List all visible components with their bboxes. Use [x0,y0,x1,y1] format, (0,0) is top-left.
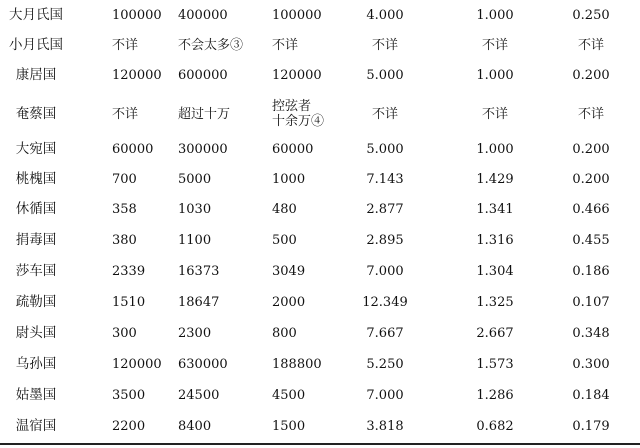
households-cell: 380 [112,232,137,248]
country-name-cell: 康居国 [15,66,57,83]
soldiers-cell: 4500 [272,387,306,403]
households-cell: 不详 [112,106,139,122]
ratio-cell-2: 1.341 [476,201,514,217]
ratio-cell-1: 3.818 [366,418,404,434]
soldiers-cell: 120000 [272,67,322,83]
ratio-cell-2: 不详 [481,106,508,122]
population-cell: 400000 [178,7,228,23]
ratio-cell-2: 2.667 [476,325,514,341]
ratio-cell-3: 0.200 [572,171,610,187]
ratio-cell-1: 5.000 [366,141,404,157]
table-row [0,194,640,224]
table-row [0,411,640,441]
ratio-cell-2: 1.429 [476,171,514,187]
ratio-cell-1: 2.877 [366,201,404,217]
country-name-cell: 大月氏国 [9,6,63,23]
table-row [0,380,640,410]
soldiers-cell: 60000 [272,141,314,157]
population-cell: 300000 [178,141,228,157]
ratio-cell-1: 7.667 [366,325,404,341]
ratio-cell-3: 0.186 [572,263,610,279]
ratio-cell-1: 12.349 [362,294,408,310]
ratio-cell-3: 0.455 [572,232,610,248]
households-cell: 300 [112,325,137,341]
households-cell: 不详 [112,37,139,53]
table-row [0,60,640,90]
country-name-cell: 小月氏国 [9,36,63,53]
population-cell: 5000 [178,171,212,187]
table-row [0,349,640,379]
ratio-cell-3: 0.179 [572,418,610,434]
country-name-cell: 姑墨国 [15,386,57,403]
ratio-cell-2: 1.000 [476,7,514,23]
ratio-cell-1: 7.000 [366,387,404,403]
ratio-cell-1: 7.143 [366,171,404,187]
households-cell: 3500 [112,387,146,403]
households-cell: 358 [112,201,137,217]
soldiers-cell: 1000 [272,171,306,187]
population-cell: 1100 [178,232,212,248]
ratio-cell-3: 不详 [577,37,604,53]
country-name-cell: 莎车国 [15,262,57,279]
ratio-cell-2: 1.573 [476,356,514,372]
ratio-cell-2: 1.286 [476,387,514,403]
population-cell: 18647 [178,294,220,310]
ratio-cell-2: 不详 [481,37,508,53]
ratio-cell-1: 2.895 [366,232,404,248]
soldiers-cell: 800 [272,325,297,341]
households-cell: 2200 [112,418,146,434]
ratio-cell-3: 0.200 [572,141,610,157]
soldiers-cell: 2000 [272,294,306,310]
ratio-cell-3: 0.466 [572,201,610,217]
country-name-cell: 桃槐国 [15,170,57,187]
country-name-cell: 乌孙国 [15,355,57,372]
soldiers-cell-line-2: 十余万④ [272,114,325,129]
population-cell: 超过十万 [178,106,231,122]
soldiers-cell-line-1: 控弦者 [272,99,312,114]
table-row [0,134,640,164]
country-name-cell: 休循国 [15,200,57,217]
ratio-cell-2: 1.316 [476,232,514,248]
ratio-cell-3: 0.184 [572,387,610,403]
table-row [0,30,640,60]
country-name-cell: 奄蔡国 [15,105,57,122]
population-cell: 1030 [178,201,212,217]
ratio-cell-3: 不详 [577,106,604,122]
ratio-cell-3: 0.250 [572,7,610,23]
soldiers-cell: 100000 [272,7,322,23]
ratio-cell-1: 不详 [371,37,398,53]
ratio-cell-2: 1.000 [476,141,514,157]
table-row [0,318,640,348]
population-cell: 630000 [178,356,228,372]
ratio-cell-1: 4.000 [366,7,404,23]
ratio-cell-1: 5.000 [366,67,404,83]
households-cell: 120000 [112,67,162,83]
households-cell: 60000 [112,141,154,157]
soldiers-cell: 不详 [272,37,299,53]
country-name-cell: 尉头国 [15,324,57,341]
soldiers-cell [272,92,334,136]
country-name-cell: 疏勒国 [15,293,57,310]
table-row [0,164,640,194]
soldiers-cell: 3049 [272,263,306,279]
table-row [0,225,640,255]
ratio-cell-2: 0.682 [476,418,514,434]
households-cell: 2339 [112,263,146,279]
ratio-cell-1: 不详 [371,106,398,122]
households-cell: 100000 [112,7,162,23]
soldiers-cell: 188800 [272,356,322,372]
table-bottom-rule [0,443,640,445]
population-cell: 不会太多③ [178,37,244,53]
households-cell: 700 [112,171,137,187]
soldiers-cell: 480 [272,201,297,217]
ratio-cell-3: 0.348 [572,325,610,341]
households-cell: 120000 [112,356,162,372]
households-cell: 1510 [112,294,146,310]
table-row [0,256,640,286]
ratio-cell-3: 0.200 [572,67,610,83]
population-cell: 24500 [178,387,220,403]
ratio-cell-3: 0.107 [572,294,610,310]
ratio-cell-1: 7.000 [366,263,404,279]
table-row [0,92,640,136]
population-cell: 8400 [178,418,212,434]
ratio-cell-2: 1.325 [476,294,514,310]
ratio-cell-1: 5.250 [366,356,404,372]
population-cell: 16373 [178,263,220,279]
population-cell: 600000 [178,67,228,83]
soldiers-cell: 1500 [272,418,306,434]
population-cell: 2300 [178,325,212,341]
soldiers-cell: 500 [272,232,297,248]
country-name-cell: 捐毒国 [15,231,57,248]
table-row [0,287,640,317]
ratio-cell-2: 1.304 [476,263,514,279]
ratio-cell-2: 1.000 [476,67,514,83]
country-name-cell: 温宿国 [15,417,57,434]
ratio-cell-3: 0.300 [572,356,610,372]
country-name-cell: 大宛国 [15,140,57,157]
table-row [0,0,640,30]
